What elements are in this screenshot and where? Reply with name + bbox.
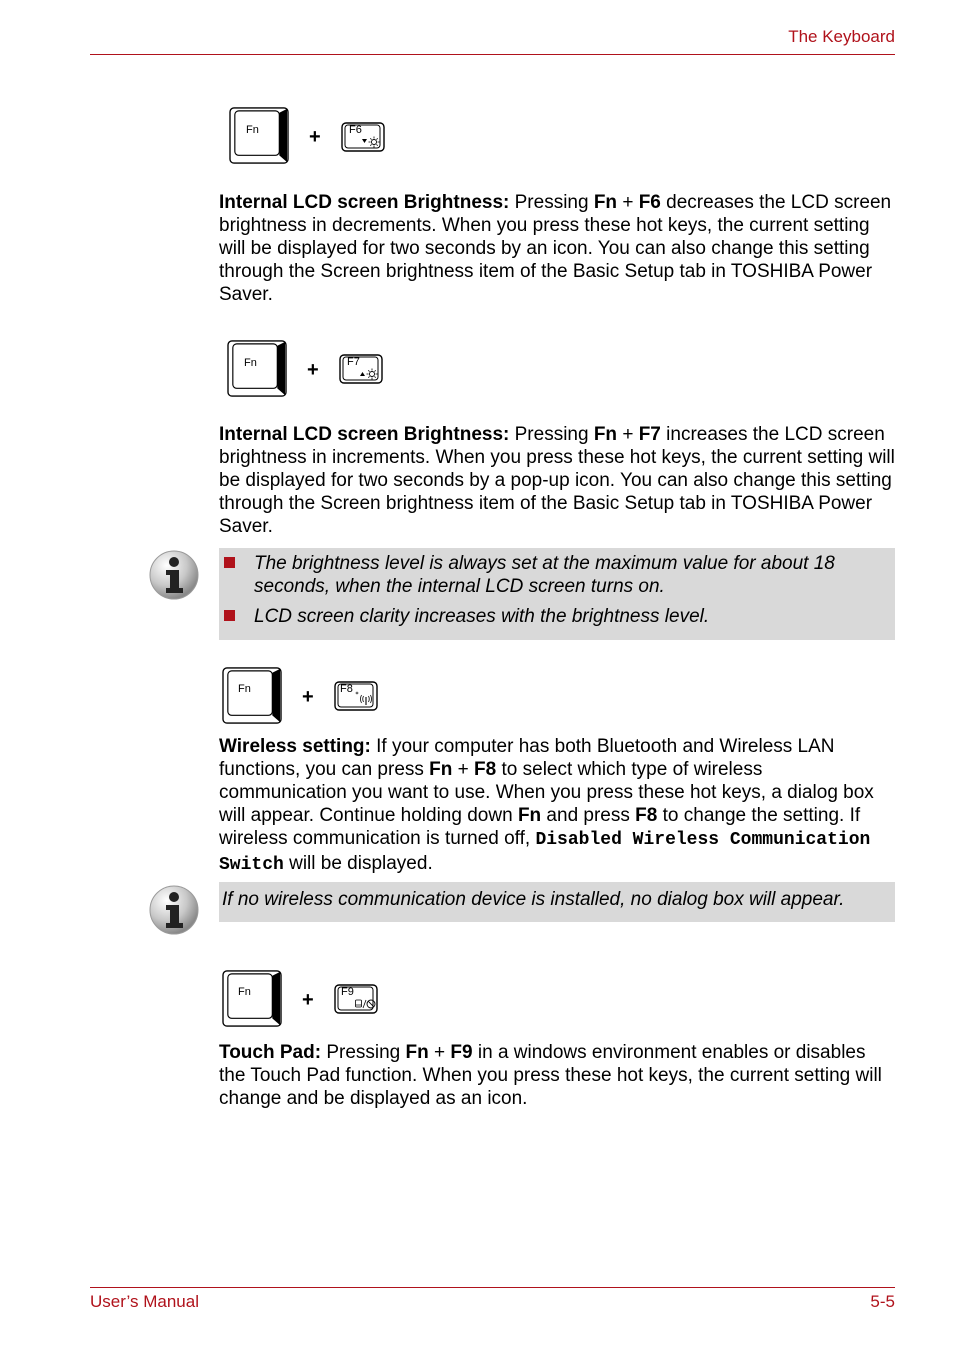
fn-key-label: Fn	[238, 683, 251, 695]
hotkey-fn-f6	[229, 107, 389, 169]
text-run: to select which type of wireless communication you want to use. When you press these hot keys, a dialog box will appear. Continue holding down	[219, 759, 874, 826]
text-run: +	[452, 759, 475, 780]
note-text: If no wireless communication device is installed, no dialog box will appear.	[222, 889, 845, 910]
text-run: Pressing	[509, 192, 594, 213]
key-name: Fn	[405, 1042, 429, 1063]
note-text: LCD screen clarity increases with the brightness level.	[254, 606, 710, 627]
fn-key	[229, 107, 289, 165]
f8-key-label: F8	[340, 683, 353, 695]
info-icon	[148, 549, 200, 601]
note-text: The brightness level is always set at the maximum value for about 18 seconds, when the internal LCD screen turns on.	[254, 553, 835, 597]
header-rule	[90, 54, 895, 55]
key-name: Fn	[429, 759, 453, 780]
plus-sign: +	[309, 126, 321, 148]
f8-description	[219, 735, 895, 877]
text-run: will be displayed.	[283, 853, 433, 874]
running-header: The Keyboard	[788, 27, 895, 46]
text-run: to change the setting. If wireless communication is turned off,	[219, 805, 861, 849]
hotkey-fn-f9	[222, 970, 382, 1032]
fn-key-label: Fn	[238, 986, 251, 998]
term-label: Internal LCD screen Brightness:	[219, 192, 510, 213]
bullet-square	[224, 610, 235, 621]
key-name: F9	[450, 1042, 473, 1063]
info-icon	[148, 884, 200, 936]
text-run: If your computer has both Bluetooth and Wireless LAN functions, you can press	[219, 736, 835, 780]
text-run: Pressing	[509, 424, 594, 445]
term-label: Internal LCD screen Brightness:	[219, 424, 510, 445]
text-run: Pressing	[321, 1042, 406, 1063]
f7-key-label: F7	[347, 356, 360, 368]
key-name: Fn	[517, 805, 542, 826]
code-text: Disabled Wireless Communication Switch	[219, 830, 871, 875]
text-run: decreases the LCD screen brightness in decrements. When you press these hot keys, the current setting will be displayed for two seconds by an icon. You can also change this setting through the Screen brightness item of the Basic Setup tab in TOSHIBA Power Saver.	[219, 192, 892, 305]
fn-key	[222, 667, 282, 725]
term-label: Wireless setting:	[219, 736, 371, 757]
fn-key-label: Fn	[246, 124, 259, 136]
plus-sign: +	[302, 686, 314, 708]
note-box-brightness	[219, 548, 895, 640]
brightness-down-icon	[361, 136, 381, 148]
key-name: F6	[638, 192, 661, 213]
key-name: F7	[638, 424, 661, 445]
hotkey-fn-f7	[227, 340, 387, 402]
wireless-icon	[355, 691, 373, 706]
plus-sign: +	[302, 989, 314, 1011]
term-label: Touch Pad:	[219, 1042, 322, 1063]
text-run: in a windows environment enables or disables the Touch Pad function. When you press these hot keys, the current setting will change and be displayed as an icon.	[219, 1042, 882, 1109]
text-run: increases the LCD screen brightness in increments. When you press these hot keys, the current setting will be displayed for two seconds by a pop-up icon. You can also change this setting through the Screen brightness item of the Basic Setup tab in TOSHIBA Power Saver.	[219, 424, 895, 537]
f9-key-label: F9	[341, 986, 354, 998]
fn-key	[227, 340, 287, 398]
touchpad-icon	[354, 998, 376, 1010]
plus-sign: +	[307, 359, 319, 381]
note-box-wireless	[219, 882, 895, 922]
f9-description	[219, 1041, 895, 1110]
fn-key	[222, 970, 282, 1028]
footer-rule	[90, 1287, 895, 1288]
text-run: +	[617, 192, 639, 213]
text-run: and press	[541, 805, 636, 826]
f6-description	[219, 191, 895, 306]
key-name: F8	[474, 759, 497, 780]
brightness-up-icon	[359, 368, 379, 380]
fn-key-label: Fn	[244, 357, 257, 369]
text-run: +	[428, 1042, 451, 1063]
key-name: Fn	[593, 192, 618, 213]
f7-description	[219, 423, 895, 538]
bullet-square	[224, 557, 235, 568]
footer-manual-title: User’s Manual	[90, 1292, 199, 1311]
page-number: 5-5	[870, 1292, 895, 1311]
f6-key-label: F6	[349, 124, 362, 136]
key-name: Fn	[593, 424, 618, 445]
hotkey-fn-f8	[222, 667, 382, 729]
key-name: F8	[635, 805, 658, 826]
text-run: +	[617, 424, 639, 445]
